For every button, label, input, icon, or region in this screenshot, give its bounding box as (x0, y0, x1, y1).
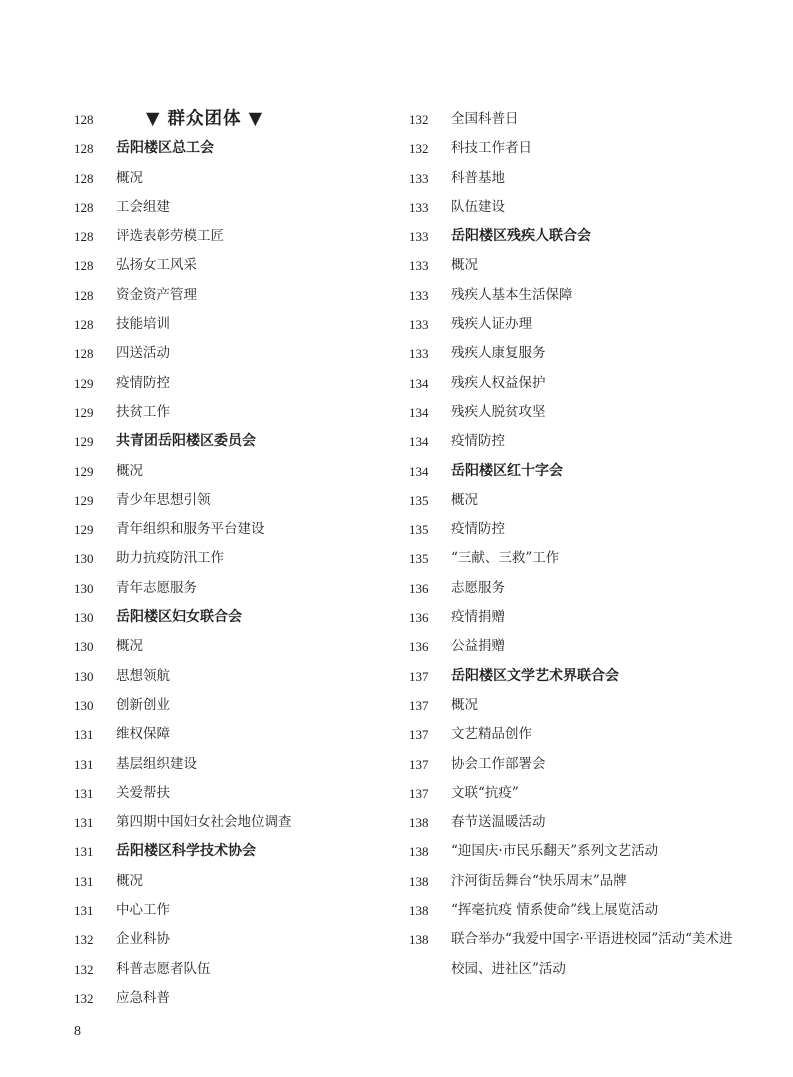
toc-entry (74, 574, 374, 603)
toc-page-number: 128 (74, 141, 94, 157)
toc-page-number: 133 (409, 199, 429, 215)
toc-page-number: 136 (409, 639, 429, 655)
toc-entry-title: 第四期中国妇女社会地位调查 (116, 814, 292, 831)
toc-entry (74, 486, 374, 515)
toc-entry (74, 925, 374, 954)
toc-entry-title: 岳阳楼区文学艺术界联合会 (451, 667, 619, 684)
toc-entry-title: 科普志愿者队伍 (116, 960, 211, 977)
toc-page-number: 130 (74, 697, 94, 713)
toc-entry-title: 残疾人基本生活保障 (451, 286, 573, 303)
toc-page-number: 131 (74, 873, 94, 889)
toc-entry-title: 工会组建 (116, 198, 170, 215)
toc-entry (409, 837, 749, 866)
toc-entry-title: 基层组织建设 (116, 755, 197, 772)
toc-entry (409, 515, 749, 544)
toc-page-number: 129 (74, 463, 94, 479)
toc-page-number: 131 (74, 727, 94, 743)
toc-entry (409, 398, 749, 427)
toc-entry (409, 632, 749, 661)
toc-entry (74, 750, 374, 779)
toc-page-number: 131 (74, 844, 94, 860)
toc-page-number: 128 (74, 287, 94, 303)
toc-page-number: 137 (409, 727, 429, 743)
toc-entry-title: 岳阳楼区科学技术协会 (116, 843, 256, 860)
toc-entry-title: 资金资产管理 (116, 286, 197, 303)
toc-entry-title: 科普基地 (451, 169, 505, 186)
toc-entry (74, 867, 374, 896)
toc-entry (74, 632, 374, 661)
toc-entry (74, 779, 374, 808)
toc-entry (74, 222, 374, 251)
toc-page-number: 129 (74, 434, 94, 450)
toc-entry (409, 134, 749, 163)
toc-entry (409, 193, 749, 222)
toc-right-column (409, 105, 749, 984)
toc-entry-title: 志愿服务 (451, 579, 505, 596)
toc-page-number: 128 (74, 170, 94, 186)
toc-entry (74, 398, 374, 427)
toc-entry-title: 企业科协 (116, 931, 170, 948)
toc-entry (74, 955, 374, 984)
toc-entry (409, 251, 749, 280)
toc-page-number: 136 (409, 580, 429, 596)
toc-page-number: 137 (409, 697, 429, 713)
toc-page-number: 135 (409, 492, 429, 508)
toc-entry (409, 896, 749, 925)
toc-entry-title: 概况 (116, 872, 143, 889)
toc-entry (409, 925, 749, 984)
toc-entry-title: 残疾人证办理 (451, 316, 532, 333)
toc-entry (74, 164, 374, 193)
toc-entry-title: 残疾人权益保护 (451, 374, 546, 391)
toc-page-number: 129 (74, 492, 94, 508)
toc-entry-title: 联合举办“我爱中国字·平语进校园”活动“美术进校园、进社区”活动 (451, 931, 733, 977)
toc-page-number: 135 (409, 551, 429, 567)
toc-entry (74, 691, 374, 720)
toc-entry (74, 281, 374, 310)
toc-entry-title: 岳阳楼区红十字会 (451, 462, 563, 479)
toc-entry (74, 251, 374, 280)
toc-entry (409, 779, 749, 808)
toc-page-number: 137 (409, 668, 429, 684)
toc-page-number: 133 (409, 317, 429, 333)
toc-entry (74, 544, 374, 573)
toc-group-heading (74, 134, 374, 163)
toc-entry-title: “三献、三救”工作 (451, 550, 560, 567)
toc-page-number: 134 (409, 404, 429, 420)
toc-page-number: 134 (409, 434, 429, 450)
toc-group-heading (74, 837, 374, 866)
toc-page-number: 129 (74, 375, 94, 391)
toc-entry (74, 984, 374, 1013)
toc-page-number: 128 (74, 199, 94, 215)
toc-page-number: 132 (409, 112, 429, 127)
toc-entry-title: 春节送温暖活动 (451, 814, 546, 831)
toc-entry-title: 助力抗疫防汛工作 (116, 550, 224, 567)
toc-entry-title: 岳阳楼区残疾人联合会 (451, 228, 591, 245)
toc-page-number: 132 (74, 932, 94, 948)
toc-entry-title: 概况 (451, 696, 478, 713)
toc-page-number: 136 (409, 610, 429, 626)
toc-left-column (74, 105, 374, 1013)
toc-entry-title: 评选表彰劳模工匠 (116, 228, 224, 245)
toc-page-number: 137 (409, 756, 429, 772)
toc-page-number: 130 (74, 551, 94, 567)
toc-entry-title: 扶贫工作 (116, 403, 170, 420)
toc-page-number: 134 (409, 463, 429, 479)
toc-entry-title: 公益捐赠 (451, 638, 505, 655)
toc-entry-title: 概况 (116, 169, 143, 186)
toc-page-number: 128 (74, 346, 94, 362)
toc-page-number: 131 (74, 756, 94, 772)
toc-page-number: 134 (409, 375, 429, 391)
toc-group-heading (74, 603, 374, 632)
toc-page-number: 138 (409, 873, 429, 889)
toc-entry (74, 720, 374, 749)
toc-group-heading (409, 662, 749, 691)
toc-page-number: 132 (74, 990, 94, 1006)
toc-page-number: 135 (409, 522, 429, 538)
toc-entry-title: “迎国庆·市民乐翻天”系列文艺活动 (451, 843, 659, 860)
toc-page-number: 138 (409, 932, 429, 948)
toc-page-number: 130 (74, 580, 94, 596)
toc-entry-title: 残疾人脱贫攻坚 (451, 403, 546, 420)
toc-page-number: 138 (409, 903, 429, 919)
toc-entry (74, 662, 374, 691)
toc-entry-title: ▼ 群众团体 ▼ (146, 109, 264, 129)
toc-entry-title: 概况 (451, 257, 478, 274)
toc-entry (409, 105, 749, 134)
toc-entry-title: 文联“抗疫” (451, 784, 519, 801)
toc-page-number: 133 (409, 229, 429, 245)
toc-entry (74, 896, 374, 925)
toc-entry-title: 中心工作 (116, 902, 170, 919)
toc-entry (409, 603, 749, 632)
toc-entry (409, 369, 749, 398)
toc-entry (409, 574, 749, 603)
toc-page-number: 133 (409, 170, 429, 186)
toc-entry-title: 概况 (116, 638, 143, 655)
toc-page-number: 130 (74, 610, 94, 626)
toc-entry-title: 残疾人康复服务 (451, 345, 546, 362)
toc-entry-title: 共青团岳阳楼区委员会 (116, 433, 256, 450)
toc-entry (409, 281, 749, 310)
toc-entry (74, 193, 374, 222)
toc-entry (74, 808, 374, 837)
toc-entry (409, 720, 749, 749)
toc-group-heading (409, 457, 749, 486)
toc-entry (409, 164, 749, 193)
toc-entry-title: 疫情捐赠 (451, 609, 505, 626)
toc-entry-title: 概况 (451, 491, 478, 508)
toc-page-number: 133 (409, 258, 429, 274)
toc-page-number: 131 (74, 903, 94, 919)
toc-page-number: 137 (409, 785, 429, 801)
toc-page-number: 132 (409, 141, 429, 157)
toc-page-number: 129 (74, 404, 94, 420)
toc-page-number: 128 (74, 112, 94, 127)
toc-entry (409, 691, 749, 720)
section-heading (74, 105, 374, 134)
toc-page-number: 131 (74, 815, 94, 831)
toc-page-number: 128 (74, 258, 94, 274)
toc-entry-title: 四送活动 (116, 345, 170, 362)
toc-page-number: 130 (74, 668, 94, 684)
toc-entry-title: 弘扬女工风采 (116, 257, 197, 274)
toc-page-number: 138 (409, 815, 429, 831)
toc-page-number: 133 (409, 346, 429, 362)
toc-entry-title: 概况 (116, 462, 143, 479)
toc-entry (74, 515, 374, 544)
toc-entry (74, 369, 374, 398)
toc-entry (409, 750, 749, 779)
toc-entry-title: 技能培训 (116, 316, 170, 333)
toc-entry-title: 青年志愿服务 (116, 579, 197, 596)
toc-group-heading (74, 427, 374, 456)
toc-entry-title: 队伍建设 (451, 198, 505, 215)
toc-entry-title: 文艺精品创作 (451, 726, 532, 743)
toc-entry-title: 思想领航 (116, 667, 170, 684)
toc-page-number: 131 (74, 785, 94, 801)
toc-entry-title: 青年组织和服务平台建设 (116, 521, 265, 538)
toc-entry (74, 457, 374, 486)
toc-entry-title: 疫情防控 (116, 374, 170, 391)
toc-entry (409, 310, 749, 339)
toc-entry-title: 岳阳楼区总工会 (116, 140, 214, 157)
toc-entry-title: 全国科普日 (451, 111, 519, 127)
toc-entry-title: 岳阳楼区妇女联合会 (116, 609, 242, 626)
toc-group-heading (409, 222, 749, 251)
toc-entry-title: 疫情防控 (451, 521, 505, 538)
toc-entry (409, 808, 749, 837)
toc-entry-title: 维权保障 (116, 726, 170, 743)
toc-entry-title: 协会工作部署会 (451, 755, 546, 772)
toc-entry-title: 关爱帮扶 (116, 784, 170, 801)
toc-entry-title: 科技工作者日 (451, 140, 532, 157)
toc-entry (409, 339, 749, 368)
toc-page-number: 133 (409, 287, 429, 303)
toc-page-number: 132 (74, 961, 94, 977)
toc-page-number: 128 (74, 229, 94, 245)
toc-entry (409, 486, 749, 515)
toc-entry-title: 疫情防控 (451, 433, 505, 450)
toc-page-number: 130 (74, 639, 94, 655)
toc-entry (409, 427, 749, 456)
page-number: 8 (74, 1024, 81, 1039)
toc-page-number: 129 (74, 522, 94, 538)
toc-entry (409, 544, 749, 573)
toc-entry-title: 创新创业 (116, 696, 170, 713)
toc-entry-title: 应急科普 (116, 989, 170, 1006)
toc-entry (74, 310, 374, 339)
toc-entry (74, 339, 374, 368)
toc-entry (409, 867, 749, 896)
toc-page-number: 128 (74, 317, 94, 333)
toc-entry-title: “挥毫抗疫 情系使命”线上展览活动 (451, 902, 659, 919)
toc-page-number: 138 (409, 844, 429, 860)
toc-entry-title: 汴河街岳舞台“快乐周末”品牌 (451, 872, 627, 889)
toc-entry-title: 青少年思想引领 (116, 491, 211, 508)
